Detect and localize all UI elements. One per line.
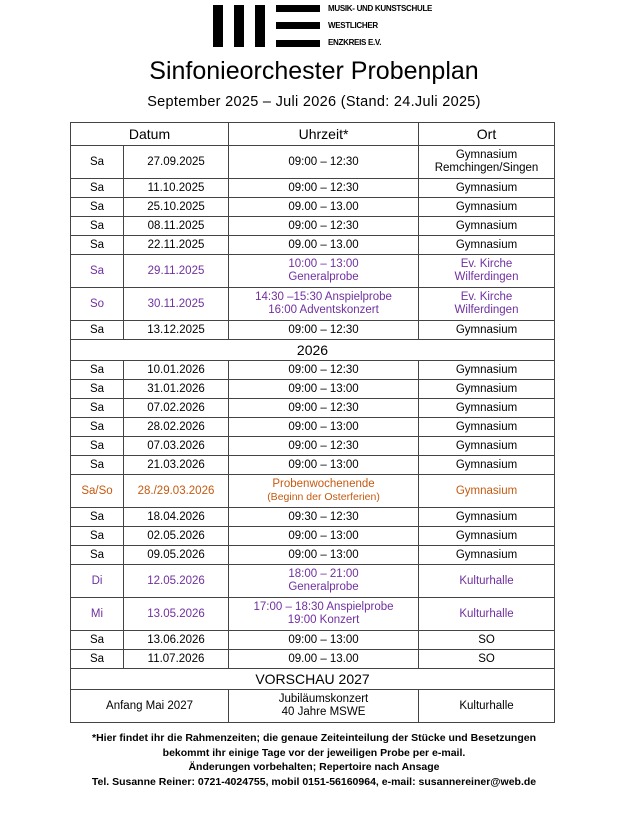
place-cell — [419, 288, 555, 321]
time-line: 16:00 Adventskonzert — [268, 304, 379, 316]
time-line: 09:00 – 12:30 — [288, 181, 359, 194]
place-cell — [419, 418, 555, 437]
place-cell — [419, 399, 555, 418]
time-line: 09.00 – 13.00 — [288, 652, 359, 665]
date-cell: 07.03.2026 — [124, 437, 229, 456]
place-line: Wilferdingen — [454, 304, 519, 316]
date-cell: 13.12.2025 — [124, 321, 229, 340]
time-cell — [229, 288, 419, 321]
place-cell — [419, 598, 555, 631]
footer-note: bekommt ihr einige Tage vor der jeweiligen Probe per e-mail. — [162, 746, 466, 759]
rehearsal-schedule-table — [70, 122, 555, 723]
date-cell: 09.05.2026 — [124, 546, 229, 565]
place-line: Gymnasium — [455, 219, 518, 232]
time-cell — [229, 650, 419, 669]
date-cell: 22.11.2025 — [124, 236, 229, 255]
time-cell — [229, 598, 419, 631]
weekday-cell: Sa — [71, 437, 124, 456]
place-line: Gymnasium — [455, 484, 518, 497]
place-line: SO — [478, 652, 495, 665]
weekday-cell: Sa — [71, 631, 124, 650]
table-row — [71, 179, 555, 198]
logo-line: ENZKREIS E.V. — [328, 38, 382, 47]
place-cell — [419, 475, 555, 508]
place-line: Kulturhalle — [459, 699, 514, 712]
place-line: Gymnasium — [455, 149, 518, 161]
section-row — [71, 669, 555, 690]
weekday-cell: Sa — [71, 650, 124, 669]
section-label: VORSCHAU 2027 — [71, 669, 555, 690]
place-cell — [419, 565, 555, 598]
time-cell — [229, 321, 419, 340]
weekday-cell: Sa — [71, 527, 124, 546]
place-cell — [419, 631, 555, 650]
time-line: 09:30 – 12:30 — [288, 510, 359, 523]
weekday-cell: Sa — [71, 236, 124, 255]
section-label: 2026 — [71, 340, 555, 361]
place-line: Gymnasium — [455, 420, 518, 433]
place-line: Ev. Kirche — [460, 258, 513, 270]
date-cell: 30.11.2025 — [124, 288, 229, 321]
time-cell — [229, 236, 419, 255]
date-cell: 12.05.2026 — [124, 565, 229, 598]
time-line: Jubiläumskonzert — [278, 693, 369, 705]
time-line: 09.00 – 13.00 — [288, 200, 359, 213]
time-cell — [229, 527, 419, 546]
place-line: Gymnasium — [455, 401, 518, 414]
place-line: Gymnasium — [455, 323, 518, 336]
place-cell — [419, 437, 555, 456]
table-row — [71, 217, 555, 236]
time-line: 09:00 – 12:30 — [288, 323, 359, 336]
time-line: 09.00 – 13.00 — [288, 238, 359, 251]
weekday-cell: So — [71, 288, 124, 321]
place-line: Gymnasium — [455, 238, 518, 251]
weekday-cell: Sa — [71, 198, 124, 217]
time-cell — [229, 198, 419, 217]
weekday-cell: Mi — [71, 598, 124, 631]
footer-note: *Hier findet ihr die Rahmenzeiten; die genaue Zeiteinteilung der Stücke und Besetzungen — [92, 732, 536, 744]
place-line: Gymnasium — [455, 548, 518, 561]
place-line: Ev. Kirche — [460, 291, 513, 303]
table-row — [71, 236, 555, 255]
place-cell — [419, 361, 555, 380]
weekday-cell: Sa — [71, 146, 124, 179]
time-cell — [229, 179, 419, 198]
time-line: 40 Jahre MSWE — [281, 706, 366, 718]
logo-line: WESTLICHER — [328, 21, 378, 30]
time-line: 09:00 – 13:00 — [288, 548, 359, 561]
place-line: SO — [478, 633, 495, 646]
column-header-time: Uhrzeit* — [229, 123, 419, 146]
place-line: Gymnasium — [455, 200, 518, 213]
time-line: 19:00 Konzert — [287, 614, 360, 626]
place-line: Gymnasium — [455, 363, 518, 376]
date-cell: 08.11.2025 — [124, 217, 229, 236]
weekday-cell: Sa — [71, 361, 124, 380]
time-line: 10:00 – 13:00 — [288, 258, 359, 270]
place-line: Kulturhalle — [459, 574, 514, 587]
time-cell — [229, 418, 419, 437]
place-line: Kulturhalle — [459, 607, 514, 620]
weekday-cell: Sa — [71, 321, 124, 340]
weekday-cell: Sa — [71, 418, 124, 437]
place-line: Gymnasium — [455, 439, 518, 452]
logo-line: MUSIK- UND KUNSTSCHULE — [328, 4, 433, 13]
time-line: 09:00 – 13:00 — [288, 529, 359, 542]
footer-notes — [0, 731, 628, 789]
date-cell: 29.11.2025 — [124, 255, 229, 288]
preview-row — [71, 690, 555, 723]
place-line: Gymnasium — [455, 382, 518, 395]
date-cell: 25.10.2025 — [124, 198, 229, 217]
footer-contact: Tel. Susanne Reiner: 0721-4024755, mobil 0151-56160964, e-mail: susannereiner@web.de — [91, 775, 537, 788]
time-cell — [229, 217, 419, 236]
footer-note: Änderungen vorbehalten; Repertoire nach Ansage — [188, 761, 440, 773]
place-cell — [419, 236, 555, 255]
place-cell — [419, 690, 555, 723]
table-row — [71, 598, 555, 631]
time-cell — [229, 565, 419, 598]
table-row — [71, 288, 555, 321]
schedule-section — [0, 122, 628, 789]
time-cell — [229, 690, 419, 723]
table-row — [71, 399, 555, 418]
date-cell: 28.02.2026 — [124, 418, 229, 437]
section-row — [71, 340, 555, 361]
date-cell: 18.04.2026 — [124, 508, 229, 527]
place-line: Gymnasium — [455, 458, 518, 471]
weekday-cell: Di — [71, 565, 124, 598]
time-line: 18:00 – 21:00 — [288, 568, 359, 580]
time-line: 17:00 – 18:30 Anspielprobe — [253, 601, 394, 613]
table-header-row — [71, 123, 555, 146]
date-cell: 21.03.2026 — [124, 456, 229, 475]
time-cell — [229, 399, 419, 418]
time-line: 09:00 – 12:30 — [288, 219, 359, 232]
time-line: 09:00 – 13:00 — [288, 458, 359, 471]
place-cell — [419, 198, 555, 217]
time-line: 09:00 – 13:00 — [288, 420, 359, 433]
time-line: 09:00 – 12:30 — [288, 439, 359, 452]
place-line: Gymnasium — [455, 181, 518, 194]
table-row — [71, 456, 555, 475]
table-row — [71, 437, 555, 456]
table-row — [71, 380, 555, 399]
school-logo — [213, 4, 433, 47]
table-row — [71, 650, 555, 669]
date-cell: Anfang Mai 2027 — [71, 690, 229, 723]
time-line: 09:00 – 12:30 — [288, 363, 359, 376]
place-line: Remchingen/Singen — [434, 162, 539, 174]
table-row — [71, 631, 555, 650]
date-cell: 28./29.03.2026 — [124, 475, 229, 508]
date-cell: 10.01.2026 — [124, 361, 229, 380]
weekday-cell: Sa — [71, 456, 124, 475]
place-cell — [419, 146, 555, 179]
time-line: 09:00 – 13:00 — [288, 633, 359, 646]
time-cell — [229, 437, 419, 456]
page-title: Sinfonieorchester Probenplan — [149, 57, 479, 85]
place-cell — [419, 650, 555, 669]
table-row — [71, 361, 555, 380]
date-cell: 07.02.2026 — [124, 399, 229, 418]
time-line: 14:30 –15:30 Anspielprobe — [255, 291, 392, 303]
time-cell — [229, 361, 419, 380]
table-row — [71, 527, 555, 546]
date-cell: 27.09.2025 — [124, 146, 229, 179]
place-line: Wilferdingen — [454, 271, 519, 283]
table-row — [71, 546, 555, 565]
date-cell: 13.06.2026 — [124, 631, 229, 650]
date-cell: 11.07.2026 — [124, 650, 229, 669]
weekday-cell: Sa — [71, 217, 124, 236]
place-cell — [419, 527, 555, 546]
page-subtitle: September 2025 – Juli 2026 (Stand: 24.Juli 2025) — [147, 94, 481, 110]
place-cell — [419, 380, 555, 399]
date-cell: 31.01.2026 — [124, 380, 229, 399]
time-line: 09:00 – 12:30 — [288, 401, 359, 414]
date-cell: 11.10.2025 — [124, 179, 229, 198]
date-cell: 02.05.2026 — [124, 527, 229, 546]
weekday-cell: Sa/So — [71, 475, 124, 508]
time-line: Generalprobe — [288, 271, 359, 283]
time-cell — [229, 475, 419, 508]
place-cell — [419, 546, 555, 565]
table-row — [71, 508, 555, 527]
weekday-cell: Sa — [71, 546, 124, 565]
date-cell: 13.05.2026 — [124, 598, 229, 631]
place-line: Gymnasium — [455, 529, 518, 542]
weekday-cell: Sa — [71, 380, 124, 399]
time-cell — [229, 380, 419, 399]
table-row — [71, 418, 555, 437]
table-row — [71, 565, 555, 598]
time-cell — [229, 546, 419, 565]
table-row — [71, 475, 555, 508]
place-cell — [419, 179, 555, 198]
time-line: Generalprobe — [288, 581, 359, 593]
weekday-cell: Sa — [71, 179, 124, 198]
time-line: (Beginn der Osterferien) — [267, 491, 380, 503]
time-cell — [229, 255, 419, 288]
time-line: 09:00 – 13:00 — [288, 382, 359, 395]
column-header-date: Datum — [71, 123, 229, 146]
time-cell — [229, 456, 419, 475]
place-cell — [419, 456, 555, 475]
time-line: Probenwochenende — [272, 478, 375, 490]
table-row — [71, 198, 555, 217]
place-cell — [419, 255, 555, 288]
table-row — [71, 146, 555, 179]
column-header-place: Ort — [419, 123, 555, 146]
time-cell — [229, 508, 419, 527]
time-cell — [229, 146, 419, 179]
weekday-cell: Sa — [71, 399, 124, 418]
place-cell — [419, 321, 555, 340]
weekday-cell: Sa — [71, 508, 124, 527]
table-row — [71, 255, 555, 288]
place-line: Gymnasium — [455, 510, 518, 523]
table-row — [71, 321, 555, 340]
place-cell — [419, 508, 555, 527]
time-line: 09:00 – 12:30 — [288, 155, 359, 168]
weekday-cell: Sa — [71, 255, 124, 288]
place-cell — [419, 217, 555, 236]
time-cell — [229, 631, 419, 650]
